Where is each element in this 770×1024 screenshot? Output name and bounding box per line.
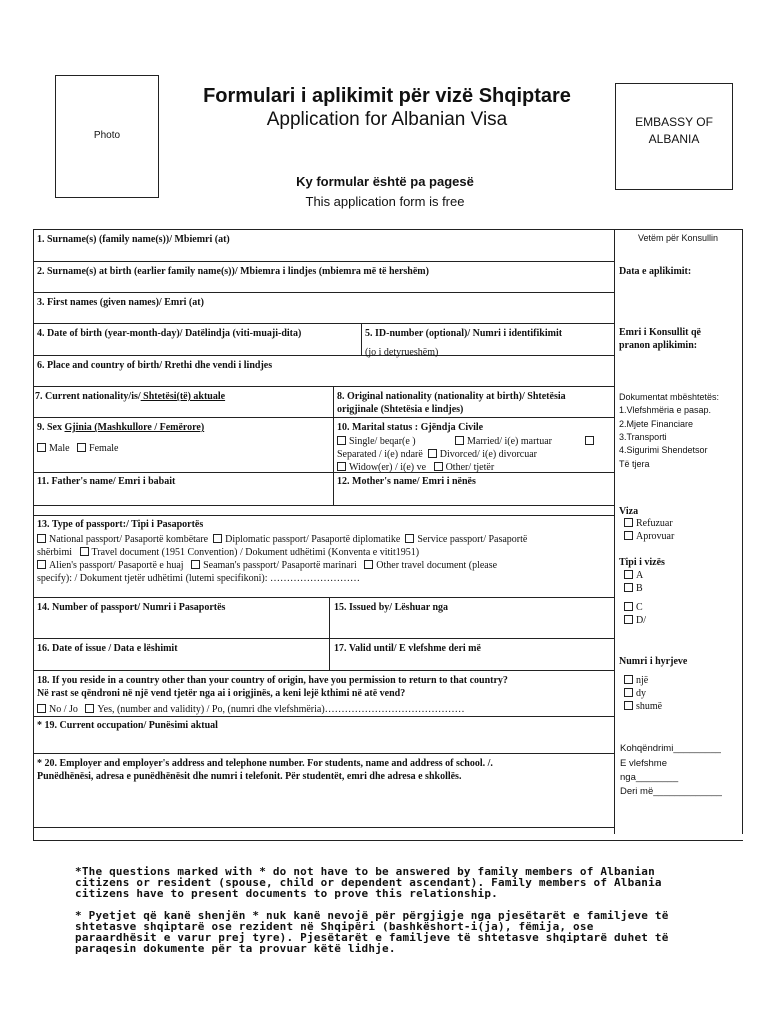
one-entry-checkbox[interactable] (624, 675, 633, 684)
entries-many (624, 700, 662, 713)
form-bottom-line (33, 840, 743, 841)
two-entries-checkbox[interactable] (624, 688, 633, 697)
field-7-underlined: Shtetësi(të) aktuale (140, 391, 226, 402)
photo-label: Photo (93, 130, 121, 141)
approved-label: Aprovuar (636, 531, 675, 542)
consul-name-label: Emri i Konsullit që (619, 327, 701, 338)
field-18-label: 18. If you reside in a country other than your country of origin, have you permission to return to that country? (37, 675, 508, 686)
field-17-label: 17. Valid until/ E vlefshme deri më (334, 643, 481, 654)
field-2-label: 2. Surname(s) at birth (earlier family name(s))/ Mbiemra i lindjes (mbiemra më të hershëm) (37, 266, 429, 277)
field-3-label: 3. First names (given names)/ Emri (at) (37, 297, 204, 308)
row-line (33, 292, 614, 293)
female-label: Female (89, 443, 119, 454)
field-15-label: 15. Issued by/ Lëshuar nga (334, 602, 449, 613)
field-18-label-2: Në rast se qëndroni në një vend tjetër nga ai i origjinës, a keni lejë kthimi në atë vend? (37, 688, 406, 699)
national-passport-checkbox[interactable] (37, 534, 46, 543)
field-6-label: 6. Place and country of birth/ Rrethi dhe vendi i lindjes (37, 360, 273, 371)
separated-checkbox[interactable] (585, 436, 594, 445)
service-passport-checkbox[interactable] (405, 534, 414, 543)
embassy-line-2: ALBANIA (648, 132, 700, 146)
passport-types-row-3 (37, 559, 497, 572)
type-a-label: A (636, 570, 644, 581)
passport-types-row-1 (37, 533, 527, 546)
field-11-label: 11. Father's name/ Emri i babait (37, 476, 176, 487)
field-7-label (35, 390, 225, 403)
field-5-note: (jo i detyrueshëm) (365, 347, 439, 358)
row-line (33, 323, 614, 324)
sex-options (37, 442, 118, 455)
embassy-line-1: EMBASSY OF (635, 115, 713, 129)
approved-checkbox[interactable] (624, 531, 633, 540)
field-8-label-2: origjinale (Shtetësia e lindjes) (337, 404, 464, 415)
field-1-label: 1. Surname(s) (family name(s))/ Mbiemri (at) (37, 234, 230, 245)
field-12-label: 12. Mother's name/ Emri i nënës (337, 476, 476, 487)
marital-row-2 (337, 448, 537, 461)
entries-label: Numri i hyrjeve (619, 656, 688, 667)
two-entries-label: dy (636, 688, 646, 699)
consul-name-label-2: pranon aplikimin: (619, 340, 698, 351)
footnote-english: *The questions marked with * do not have to be answered by family members of Albanian citizens or resident (spouse, child or dependent ascendant). Family members of Albania citizens have to present documents to prove this relationship. (75, 865, 662, 900)
alien-passport-label: Alien's passport/ Pasaportë e huaj (49, 560, 184, 571)
supporting-doc-4: 4.Sigurimi Shendetsor (619, 445, 708, 455)
other-checkbox[interactable] (434, 462, 443, 471)
row-line (33, 386, 614, 387)
male-checkbox[interactable] (37, 443, 46, 452)
visa-type-d (624, 614, 646, 627)
row-line (33, 355, 614, 356)
row-line (33, 417, 614, 418)
entries-one (624, 674, 648, 687)
entries-two (624, 687, 646, 700)
field-5-label: 5. ID-number (optional)/ Numri i identifikimit (365, 328, 563, 339)
seaman-passport-checkbox[interactable] (191, 560, 200, 569)
refused-checkbox[interactable] (624, 518, 633, 527)
field-9-label (37, 421, 204, 434)
free-notice-albanian: Ky formular është pa pagesë (296, 174, 474, 189)
alien-passport-checkbox[interactable] (37, 560, 46, 569)
row-line (33, 261, 614, 262)
travel-document-checkbox[interactable] (80, 547, 89, 556)
visa-refused-option (624, 517, 673, 530)
free-notice-english: This application form is free (305, 194, 465, 209)
one-entry-label: një (636, 675, 649, 686)
supporting-doc-1: 1.Vlefshmëria e pasap. (619, 405, 712, 415)
seaman-passport-label: Seaman's passport/ Pasaportë marinari (203, 560, 357, 571)
row-line (33, 716, 614, 717)
field-14-label: 14. Number of passport/ Numri i Pasaportës (37, 602, 226, 613)
divorced-label: Divorced/ i(e) divorcuar (439, 449, 537, 460)
passport-types-row-2 (37, 546, 419, 559)
female-checkbox[interactable] (77, 443, 86, 452)
type-c-checkbox[interactable] (624, 602, 633, 611)
supporting-doc-3: 3.Transporti (619, 432, 667, 442)
field-7-text: 7. Current nationality/is/ (35, 391, 141, 402)
visa-approved-option (624, 530, 674, 543)
refused-label: Refuzuar (636, 518, 673, 529)
field-8-label: 8. Original nationality (nationality at birth)/ Shtetësia (337, 391, 566, 402)
valid-from-field: nga________ (620, 772, 679, 783)
other-label: Other/ tjetër (445, 462, 495, 473)
yes-checkbox[interactable] (85, 704, 94, 713)
col-split (361, 323, 362, 355)
single-checkbox[interactable] (337, 436, 346, 445)
col-split (333, 386, 334, 505)
divorced-checkbox[interactable] (428, 449, 437, 458)
type-a-checkbox[interactable] (624, 570, 633, 579)
field-9-underlined: Gjinia (Mashkullore / Femërore) (64, 422, 205, 433)
travel-document-label: Travel document (1951 Convention) / Dokument udhëtimi (Konventa e vitit1951) (91, 547, 420, 558)
field-13-label: 13. Type of passport:/ Tipi i Pasaportës (37, 519, 204, 530)
no-label: No / Jo (49, 704, 78, 715)
visa-type-c (624, 601, 643, 614)
consul-only-label: Vetëm për Konsullin (637, 233, 719, 243)
sidebar-divider (614, 229, 615, 834)
male-label: Male (49, 443, 70, 454)
duration-field: Kohqëndrimi_________ (620, 743, 721, 754)
valid-label: E vlefshme (620, 758, 667, 769)
many-entries-checkbox[interactable] (624, 701, 633, 710)
separated-label: Separated / i(e) ndarë (337, 449, 423, 460)
footnote-albanian: * Pyetjet që kanë shenjën * nuk kanë nevojë për përgjigje nga pjesëtarët e familjeve të shtetasve shqiptarë ose rezident në Shqipëri (bashkëshort-i(ja), fëmija, ose paraardhësit e varur prej tyre). Pjesëtarët e familjeve të shtetasve shqiptarë duhet të paraqesin dokumente për ta provuar këtë lidhje. (75, 909, 669, 955)
right-edge (742, 229, 743, 834)
col-split (329, 597, 330, 670)
passport-types-row-4: specify): / Dokument tjetër udhëtimi (lutemi specifikoni): ……………………… (37, 573, 360, 584)
type-d-checkbox[interactable] (624, 615, 633, 624)
diplomatic-passport-checkbox[interactable] (213, 534, 222, 543)
row-line (33, 753, 614, 754)
row-line (33, 515, 614, 516)
title-albanian: Formulari i aplikimit për vizë Shqiptare (203, 85, 571, 107)
yes-label: Yes, (number and validity) / Po, (numri dhe vlefshmëria)…………………………………… (97, 704, 465, 715)
single-label: Single/ beqar(e ) (349, 436, 416, 447)
field-19-label: * 19. Current occupation/ Punësimi aktual (37, 720, 218, 731)
return-permission-options (37, 703, 465, 716)
supporting-doc-5: Të tjera (619, 459, 650, 469)
national-passport-label: National passport/ Pasaportë kombëtare (49, 534, 209, 545)
visa-type-a (624, 569, 643, 582)
other-travel-label: Other travel document (please (376, 560, 498, 571)
title-english: Application for Albanian Visa (266, 109, 508, 130)
field-20-label-2: Punëdhënësi, adresa e punëdhënësit dhe numri i telefonit. Për studentët, emri dhe adresa e shkollës. (37, 771, 462, 782)
visa-type-b (624, 582, 643, 595)
service-passport-label-2: shërbimi (37, 547, 72, 558)
marital-row-1c (585, 435, 597, 448)
type-d-label: D/ (636, 615, 646, 626)
marital-row-3 (337, 461, 494, 474)
marital-row-1b (455, 435, 552, 448)
row-line (33, 472, 614, 473)
row-line (33, 827, 614, 828)
other-travel-checkbox[interactable] (364, 560, 373, 569)
many-entries-label: shumë (636, 701, 663, 712)
row-line (33, 505, 614, 506)
valid-until-field: Deri më_____________ (620, 786, 722, 797)
row-line (33, 638, 614, 639)
type-b-label: B (636, 583, 643, 594)
marital-row-1 (337, 435, 416, 448)
no-checkbox[interactable] (37, 704, 46, 713)
married-checkbox[interactable] (455, 436, 464, 445)
field-10-label: 10. Marital status : Gjëndja Civile (337, 422, 484, 433)
row-line (33, 597, 614, 598)
married-label: Married/ i(e) martuar (467, 436, 552, 447)
widow-checkbox[interactable] (337, 462, 346, 471)
field-16-label: 16. Date of issue / Data e lëshimit (37, 643, 178, 654)
service-passport-label: Service passport/ Pasaportë (417, 534, 528, 545)
widow-label: Widow(er) / i(e) ve (349, 462, 427, 473)
field-4-label: 4. Date of birth (year-month-day)/ Datëlindja (viti-muaji-dita) (37, 328, 302, 339)
field-20-label: * 20. Employer and employer's address and telephone number. For students, name and address of school. /. (37, 758, 493, 769)
type-c-label: C (636, 602, 643, 613)
visa-label: Viza (619, 506, 639, 517)
application-date-label: Data e aplikimit: (619, 266, 692, 277)
type-b-checkbox[interactable] (624, 583, 633, 592)
row-line (33, 670, 614, 671)
visa-type-label: Tipi i vizës (619, 557, 665, 568)
field-9-text: 9. Sex (37, 422, 65, 433)
supporting-docs-title: Dokumentat mbështetës: (619, 392, 720, 402)
diplomatic-passport-label: Diplomatic passport/ Pasaportë diplomatike (225, 534, 401, 545)
supporting-doc-2: 2.Mjete Financiare (619, 419, 694, 429)
